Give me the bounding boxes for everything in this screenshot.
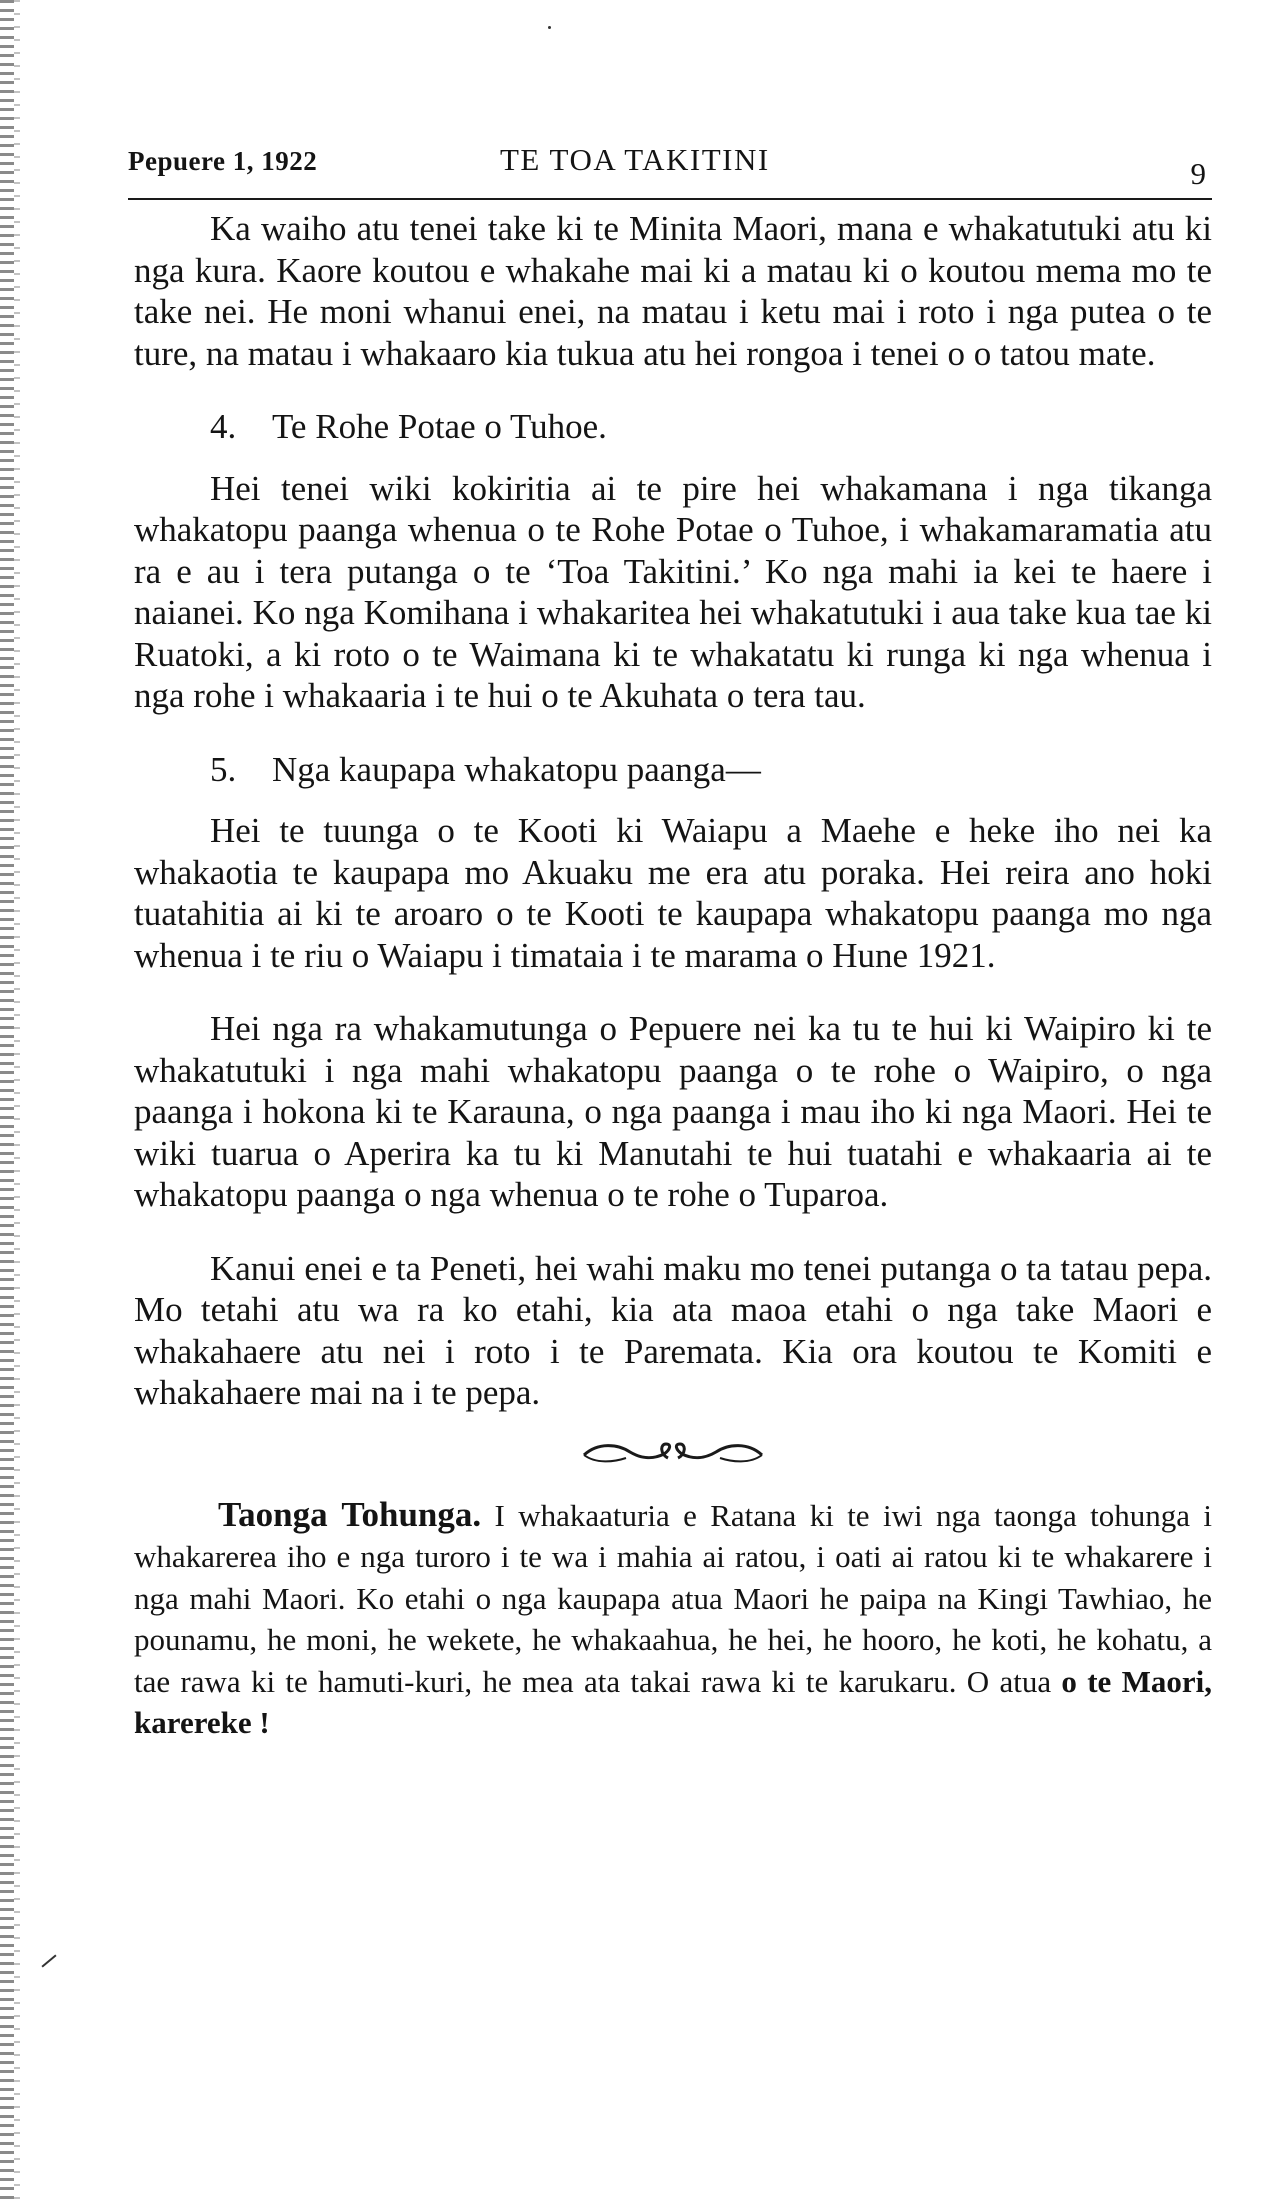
section-title: Te Rohe Potae o Tuhoe.: [272, 407, 607, 446]
paragraph-peneti: Kanui enei e ta Peneti, hei wahi maku mo tenei putanga o ta tatau pepa. Mo tetahi atu wa ra ko etahi, kia ata maoa etahi o nga take Maori e whakahaere atu nei i roto i te Paremata. Kia ora koutou te Komiti e whakahaere mai na i te pepa.: [134, 1248, 1212, 1412]
page-number: 9: [1190, 156, 1206, 191]
paragraph-waipiro: Hei nga ra whakamutunga o Pepuere nei ka tu te hui ki Waipiro ki te whakatutuki i nga mahi whakatopu paanga o te rohe o Waipiro, o nga paanga i hokona ki te Karauna, o nga paanga i mau iho ki nga Maori. Hei te wiki tuarua o Aperira ka tu ki Manutahi te hui tuatahi e whakaaria ai te whakatopu paanga o nga whenua o te rohe o Tuparoa.: [134, 1009, 1212, 1214]
article-body: [134, 208, 1212, 1776]
paragraph-minita-maori: Ka waiho atu tenei take ki te Minita Maori, mana e whakatutuki atu ki nga kura. Kaore koutou e whakahe mai ki a matau ki o koutou mema mo te take nei. He moni whanui enei, na matau i ketu mai i roto i nga putea o te ture, na matau i whakaaro kia tukua atu hei rongoa i tenei o o tatou mate.: [134, 209, 1212, 373]
paragraph-rohe-potae: Hei tenei wiki kokiritia ai te pire hei whakamana i nga tikanga whakatopu paanga whenua o te Rohe Potae o Tuhoe, i whakamaramatia atu ra e au i tera putanga o te ‘Toa Takitini.’ Ko nga mahi ia kei te haere i naianei. Ko nga Komihana i whakaritea hei whakatutuki i aua take kua tae ki Ruatoki, a ki roto o te Waimana ki te whakatatu ki runga ki nga whenua i nga rohe i whakaaria i te hui o te Akuhata o tera tau.: [134, 468, 1212, 715]
print-speck: [548, 26, 551, 29]
binding-edge: [0, 0, 14, 2204]
paragraph-waiapu: Hei te tuunga o te Kooti ki Waiapu a Maehe e heke iho nei ka whakaotia te kaupapa mo Akuaku me era atu poraka. Hei reira ano hoki tuatahitia ai ki te aroaro o te Kooti te kaupapa whakatopu paanga mo nga whenua i te riu o Waiapu i timataia i te marama o Hune 1921.: [134, 811, 1212, 975]
paragraph-taonga-tohunga: [134, 1494, 1212, 1744]
header-rule: [128, 198, 1212, 200]
binding-edge-shadow: [14, 0, 20, 2204]
running-header: [128, 140, 1212, 200]
section-number: 4.: [210, 407, 237, 446]
margin-mark: [41, 1954, 56, 1967]
section-heading-5: [134, 749, 1212, 791]
paragraph-body: I whakaaturia e Ratana ki te iwi nga taonga tohunga i whakarerea iho e nga turoro i te wa i mahia ai ratou, i oati ai ratou ki te whakarere i nga mahi Maori. Ko etahi o nga kaupapa atua Maori he paipa na Kingi Tawhiao, he pounamu, he moni, he wekete, he whakaahua, he hei, he hooro, he koti, he kohatu, a tae rawa ki te hamuti-kuri, he mea ata takai rawa ki te karukaru. O atua: [134, 1497, 1212, 1699]
section-number: 5.: [210, 749, 237, 789]
paragraph-closing: o te Maori, karereke !: [134, 1663, 1212, 1740]
header-date: Pepuere 1, 1922: [128, 146, 318, 176]
header-title: TE TOA TAKITINI: [500, 142, 770, 177]
section-heading-4: [134, 406, 1212, 448]
paragraph-lead-title: Taonga Tohunga.: [218, 1494, 482, 1534]
section-title: Nga kaupapa whakatopu paanga—: [272, 749, 761, 789]
decorative-flourish-icon: [578, 1438, 768, 1472]
